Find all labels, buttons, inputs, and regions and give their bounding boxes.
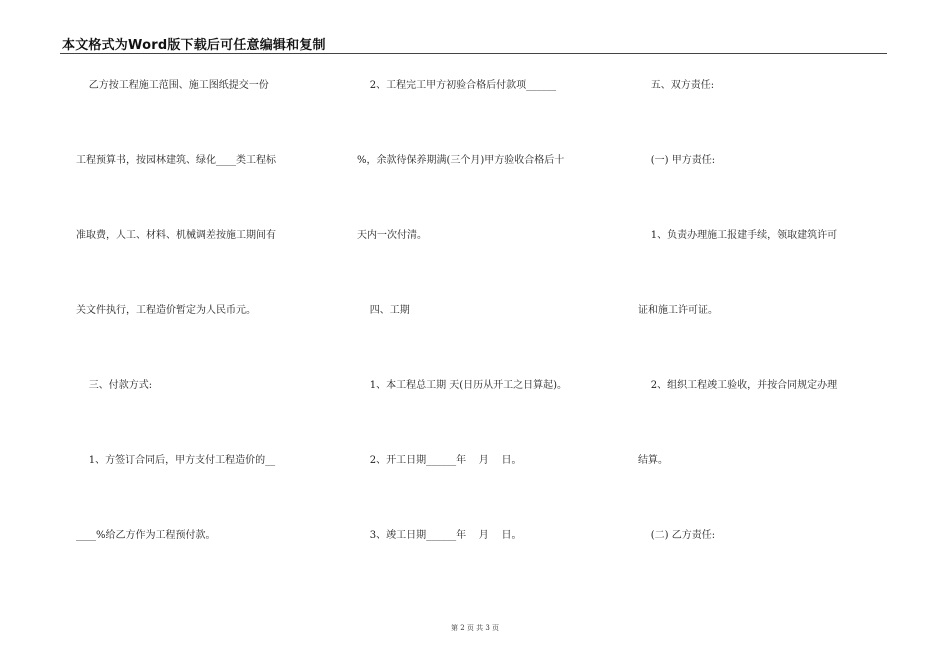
text-line: 2、开工日期______年 月 日。 [357, 455, 522, 466]
text-line: (二) 乙方责任: [638, 530, 716, 541]
text-line: (一) 甲方责任: [638, 155, 716, 166]
header-divider [60, 53, 887, 54]
page-number-footer: 第 2 页 共 3 页 [450, 624, 500, 632]
text-line: 2、组织工程竣工验收，并按合同规定办理 [638, 380, 838, 391]
text-line: 1、负责办理施工报建手续，领取建筑许可 [638, 230, 838, 241]
text-line: ____%给乙方作为工程预付款。 [76, 530, 216, 541]
text-line: 乙方按工程施工范围、施工图纸提交一份 [76, 80, 269, 91]
text-line: 工程预算书，按园林建筑、绿化____类工程标 [76, 155, 276, 166]
text-line: 证和施工许可证。 [638, 305, 718, 316]
text-line: 天内一次付清。 [357, 230, 427, 241]
text-line: 3、竣工日期______年 月 日。 [357, 530, 522, 541]
text-line: 2、工程完工甲方初验合格后付款项______ [357, 80, 557, 91]
text-line: 五、双方责任: [638, 80, 715, 91]
text-line: %，余款待保养期满(三个月)甲方验收合格后十 [357, 155, 565, 166]
text-line: 关文件执行，工程造价暂定为人民币元。 [76, 305, 256, 316]
text-line: 四、工期 [357, 305, 410, 316]
text-line: 三、付款方式: [76, 380, 153, 391]
text-line: 1、本工程总工期 天(日历从开工之日算起)。 [357, 380, 568, 391]
document-header-title: 本文格式为Word版下载后可任意编辑和复制 [62, 38, 326, 53]
text-line: 准取费，人工、材料、机械调差按施工期间有 [76, 230, 276, 241]
text-line: 1、方签订合同后，甲方支付工程造价的__ [76, 455, 276, 466]
text-line: 结算。 [638, 455, 668, 466]
